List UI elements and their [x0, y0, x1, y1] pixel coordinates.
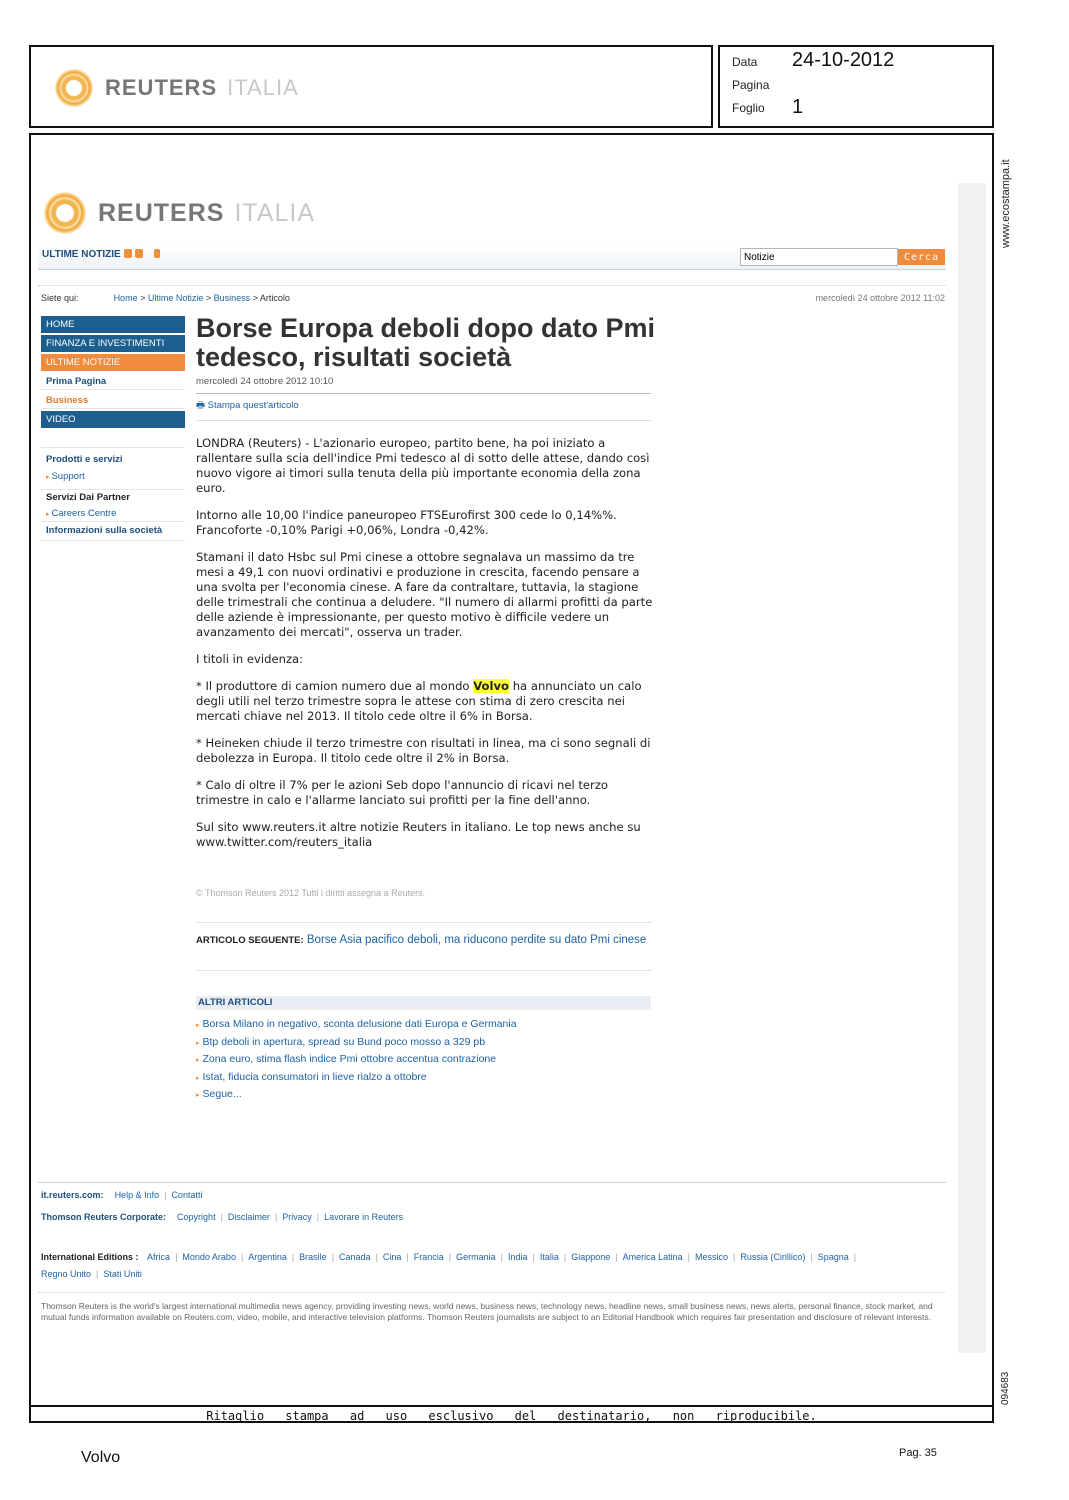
- bullet-icon: ▸: [196, 1022, 200, 1029]
- rss-icon[interactable]: [124, 249, 132, 258]
- edition-link[interactable]: Germania: [456, 1252, 496, 1262]
- print-link[interactable]: [196, 398, 299, 414]
- clipping-disclaimer: Ritaglio stampa ad uso esclusivo del destinatario, non riproducibile.: [29, 1405, 994, 1423]
- breadcrumb: Siete qui: Home > Ultime Notizie > Business > Articolo: [41, 293, 290, 303]
- nav-business[interactable]: Business: [41, 392, 185, 409]
- highlighted-keyword: Volvo: [473, 679, 510, 693]
- breadcrumb-business[interactable]: Business: [213, 293, 251, 303]
- edition-link[interactable]: Regno Unito: [41, 1269, 92, 1279]
- edition-link[interactable]: Cina: [382, 1252, 402, 1262]
- divider: [38, 1182, 946, 1183]
- divider: [196, 420, 651, 421]
- edition-link[interactable]: Italia: [539, 1252, 559, 1262]
- nav-careers-label: Careers Centre: [51, 508, 117, 519]
- list-item-label: Borsa Milano in negativo, sconta delusione dati Europa e Germania: [202, 1018, 517, 1030]
- list-item-label: Zona euro, stima flash indice Pmi ottobre accentua contrazione: [202, 1053, 497, 1065]
- nav-info[interactable]: Informazioni sulla società: [41, 521, 185, 541]
- footer-corporate-links: Thomson Reuters Corporate: Copyright | Disclaimer | Privacy | Lavorare in Reuters: [41, 1212, 404, 1222]
- article-paragraph: [196, 679, 656, 724]
- bullet-icon: ▸: [196, 1057, 200, 1064]
- list-item-label: Segue...: [202, 1088, 242, 1100]
- list-item[interactable]: [196, 1069, 651, 1087]
- footer-link[interactable]: Copyright: [177, 1212, 216, 1222]
- pagina-label: Pagina: [732, 78, 770, 92]
- site-logo-region: ITALIA: [234, 198, 316, 227]
- footer-link[interactable]: Help & Info: [114, 1190, 160, 1200]
- next-article-label: ARTICOLO SEGUENTE:: [196, 935, 304, 946]
- article-paragraph: * Calo di oltre il 7% per le azioni Seb dopo l'annuncio di ricavi nel terzo trimestre in calo e l'allarme lanciato sui profitti per la fine dell'anno.: [196, 778, 609, 807]
- list-item[interactable]: [196, 1051, 651, 1069]
- search-input[interactable]: [740, 248, 898, 266]
- article-body: [196, 436, 656, 862]
- bullet-icon: ▸: [196, 1039, 200, 1047]
- edition-link[interactable]: India: [507, 1252, 528, 1262]
- footer-intl-label: International Editions :: [41, 1252, 139, 1262]
- foglio-value: 1: [792, 96, 804, 118]
- clip-header-logo-box: [29, 45, 713, 128]
- footer-site-links: it.reuters.com: Help & Info | Contatti: [41, 1190, 203, 1200]
- nav-support[interactable]: ▸ Support: [46, 471, 85, 482]
- nav-prodotti[interactable]: Prodotti e servizi: [46, 454, 123, 465]
- site-logo[interactable]: [44, 192, 315, 234]
- side-code: 094683: [1000, 1371, 1011, 1405]
- nav-careers[interactable]: ▸ Careers Centre: [46, 508, 117, 519]
- clip-header-meta-box: [718, 45, 994, 128]
- article-paragraph: Stamani il dato Hsbc sul Pmi cinese a ottobre segnalava un massimo da tre mesi a 49,1 con nuovi ordinativi e produzione in crescita, facendo pensare a una svolta per l'economia cinese. A fare da contraltare, tuttavia, la stagione delle trimestrali che continua a deludere. "Il numero di allarmi profitti da parte delle aziende è impressionante, per questo motivo è difficile vedere un avanzamento dei mercati", osserva un trader.: [196, 550, 653, 639]
- breadcrumb-current: Articolo: [259, 293, 290, 303]
- footer-link[interactable]: Contatti: [171, 1190, 203, 1200]
- page-number: Pag. 35: [899, 1447, 937, 1459]
- footer-about: Thomson Reuters is the world's largest international multimedia news agency, providing investing news, world news, business news, technology news, headline news, small business news, news alerts, personal finance, stock market, and mutual funds information available on Reuters.com, video, mobile, and interactive television platforms. Thomson Reuters journalists are subject to an Editorial Handbook which requires fair presentation and disclosure of relevant interests.: [41, 1301, 933, 1322]
- nav-finanza[interactable]: FINANZA E INVESTIMENTI: [41, 335, 185, 352]
- side-url: www.ecostampa.it: [1000, 159, 1012, 248]
- nav-prima-pagina[interactable]: Prima Pagina: [41, 373, 185, 390]
- next-article-link[interactable]: Borse Asia pacifico deboli, ma riducono perdite su dato Pmi cinese: [306, 934, 647, 946]
- list-item-label: Btp deboli in apertura, spread su Bund poco mosso a 329 pb: [202, 1035, 486, 1048]
- left-nav: [41, 316, 185, 541]
- edition-link[interactable]: Stati Uniti: [103, 1269, 142, 1279]
- article-paragraph: LONDRA (Reuters) - L'azionario europeo, partito bene, ha poi iniziato a rallentare sulla scia dell'indice Pmi tedesco al di sotto delle attese, dando così nuovo vigore ai timori sulla tenuta della più importante economia della zona euro.: [196, 436, 650, 495]
- edition-link[interactable]: Brasile: [299, 1252, 327, 1262]
- navbar-ultime-notizie[interactable]: ULTIME NOTIZIE: [42, 249, 121, 260]
- article-paragraph: Sul sito www.reuters.it altre notizie Reuters in italiano. Le top news anche su www.twitter.com/reuters_italia: [196, 820, 641, 849]
- data-value: 24-10-2012: [792, 49, 895, 71]
- site-logo-brand: REUTERS: [98, 198, 225, 227]
- edition-link[interactable]: Russia (Cirillico): [740, 1252, 806, 1262]
- bullet-icon: ▸: [196, 1074, 200, 1082]
- p5-post: ha annunciato un calo degli utili nel terzo trimestre sopra le attese con stima di zero crescita nei mercati chiave nel 2013. Il titolo cede oltre il 6% in Borsa.: [196, 679, 642, 723]
- frame-shade: [958, 183, 986, 1353]
- feed-icon[interactable]: [154, 249, 160, 258]
- divider: [196, 970, 651, 971]
- reuters-logo: [55, 69, 299, 107]
- logo-brand: REUTERS: [105, 75, 218, 100]
- article-date: mercoledì 24 ottobre 2012 10:10: [196, 376, 334, 387]
- footer-link[interactable]: Disclaimer: [227, 1212, 270, 1222]
- search-button[interactable]: Cerca: [898, 249, 945, 265]
- divider: [38, 1292, 946, 1293]
- list-item[interactable]: [196, 1086, 651, 1104]
- edition-link[interactable]: Argentina: [248, 1252, 287, 1262]
- printer-icon: 🖶: [196, 400, 205, 411]
- footer-link[interactable]: Lavorare in Reuters: [324, 1212, 404, 1222]
- breadcrumb-home[interactable]: Home: [113, 293, 138, 303]
- edition-link[interactable]: Canada: [339, 1252, 371, 1262]
- edition-link[interactable]: Francia: [413, 1252, 444, 1262]
- list-item-label: Istat, fiducia consumatori in lieve rialzo a ottobre: [202, 1070, 427, 1083]
- next-article: [196, 933, 651, 948]
- footer-corp-label: Thomson Reuters Corporate:: [41, 1212, 167, 1222]
- nav-partner: Servizi Dai Partner: [41, 489, 185, 506]
- breadcrumb-ultime[interactable]: Ultime Notizie: [147, 293, 204, 303]
- bullet-icon: ▸: [196, 1092, 200, 1099]
- article-paragraph: Intorno alle 10,00 l'indice paneuropeo FTSEurofirst 300 cede lo 0,14%%. Francoforte -0,10% Parigi +0,06%, Londra -0,42%.: [196, 508, 617, 537]
- edition-link[interactable]: Spagna: [817, 1252, 849, 1262]
- breadcrumb-prefix: Siete qui:: [41, 293, 79, 303]
- reuters-logo-icon: [55, 69, 93, 107]
- divider: [38, 285, 946, 286]
- nav-video[interactable]: VIDEO: [41, 411, 185, 428]
- client-name: Volvo: [81, 1449, 121, 1466]
- footer-site-label: it.reuters.com:: [41, 1190, 104, 1200]
- divider: [196, 393, 651, 394]
- divider: [196, 922, 651, 923]
- print-label: Stampa quest'articolo: [207, 400, 299, 411]
- edition-link[interactable]: Messico: [694, 1252, 728, 1262]
- list-item[interactable]: [196, 1034, 651, 1052]
- nav-support-label: Support: [51, 471, 85, 482]
- article-paragraph: I titoli in evidenza:: [196, 652, 304, 666]
- article-title: Borse Europa deboli dopo dato Pmi tedesco, risultati società: [196, 313, 656, 372]
- article-copyright: © Thomson Reuters 2012 Tutti i diritti assegna a Reuters.: [196, 888, 426, 898]
- foglio-label: Foglio: [732, 101, 765, 115]
- altri-articoli-heading: ALTRI ARTICOLI: [196, 996, 651, 1010]
- edition-link[interactable]: Mondo Arabo: [182, 1252, 236, 1262]
- list-item[interactable]: [196, 1016, 651, 1034]
- edition-link[interactable]: Giappone: [571, 1252, 611, 1262]
- edition-link[interactable]: Africa: [147, 1252, 171, 1262]
- edition-link[interactable]: America Latina: [622, 1252, 683, 1262]
- logo-region: ITALIA: [227, 75, 299, 100]
- current-datetime: mercoledì 24 ottobre 2012 11:02: [815, 293, 945, 303]
- altri-articoli-list: [196, 1016, 651, 1104]
- nav-ultime-notizie[interactable]: ULTIME NOTIZIE: [41, 354, 185, 371]
- footer-link[interactable]: Privacy: [282, 1212, 312, 1222]
- data-label: Data: [732, 55, 758, 69]
- article-paragraph: * Heineken chiude il terzo trimestre con risultati in linea, ma ci sono segnali di debolezza in Europa. Il titolo cede oltre il 2% in Borsa.: [196, 736, 651, 765]
- p5-pre: * Il produttore di camion numero due al mondo: [196, 679, 474, 693]
- footer-international: International Editions : Africa | Mondo Arabo | Argentina | Brasile | Canada | Cina | Francia | Germania | India | Italia | Giappone | America Latina | Messico | Russia (Cirillico) | Spagna | Regno Unito | Stati Uniti: [41, 1252, 857, 1279]
- nav-home[interactable]: HOME: [41, 316, 185, 333]
- rss-icon[interactable]: [135, 249, 143, 258]
- reuters-logo-icon: [44, 192, 86, 234]
